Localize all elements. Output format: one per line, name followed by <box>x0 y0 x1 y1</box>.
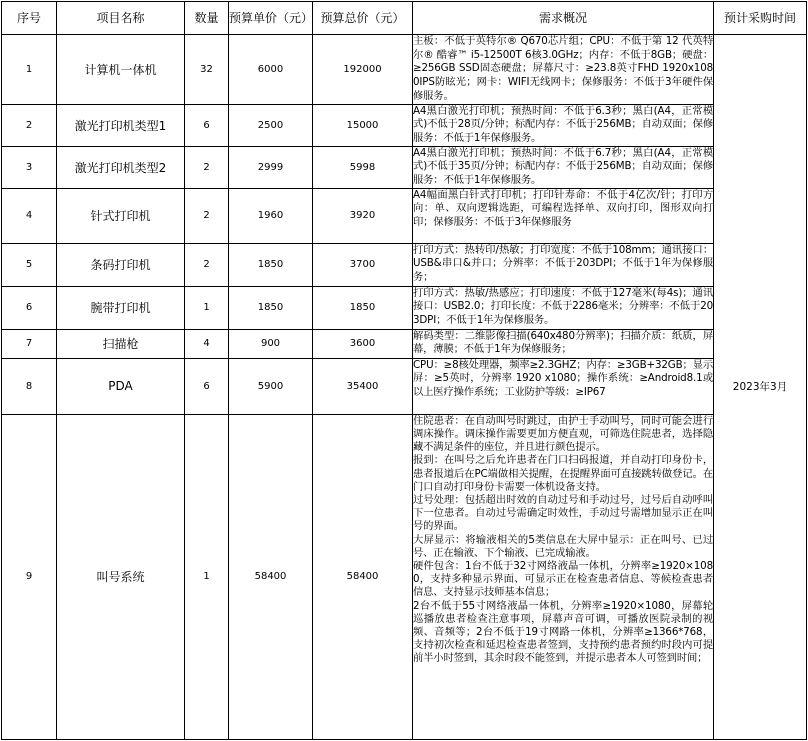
cell-unit-price: 1850 <box>229 243 313 286</box>
cell-qty: 1 <box>185 414 229 739</box>
cell-qty: 2 <box>185 146 229 188</box>
cell-seq: 8 <box>2 358 57 414</box>
cell-requirements: CPU：≥8核处理器，频率≥2.3GHZ；内存：≥3GB+32GB；显示屏：≥5英吋，分辨率 1920 x1080；操作系统：≥Android8.1或以上医疗操作系统；工业防护等级：≥IP67 <box>413 358 714 414</box>
table-row <box>2 414 807 739</box>
header-purchase-time: 预计采购时间 <box>714 2 807 35</box>
cell-requirements: 打印方式：热敏/热感应；打印速度：不低于127毫米(每4s)；通讯接口：USB2.0；打印长度：不低于2286毫米；分辨率：不低于203DPI；不低于1年为保修服务。 <box>413 286 714 329</box>
cell-total-price: 3920 <box>313 188 413 243</box>
cell-name: 叫号系统 <box>57 414 185 739</box>
cell-unit-price: 1960 <box>229 188 313 243</box>
cell-name: 计算机一体机 <box>57 35 185 105</box>
cell-unit-price: 6000 <box>229 35 313 105</box>
cell-qty: 2 <box>185 188 229 243</box>
cell-unit-price: 2500 <box>229 104 313 146</box>
cell-seq: 3 <box>2 146 57 188</box>
cell-unit-price: 5900 <box>229 358 313 414</box>
cell-name: 激光打印机类型2 <box>57 146 185 188</box>
cell-requirements: A4黑白激光打印机；预热时间：不低于6.7秒；黑白(A4，正常模式)不低于35页/分钟；标配内存：不低于256MB；自动双面；保修服务：不低于1年保修服务。 <box>413 146 714 188</box>
cell-name: 扫描枪 <box>57 329 185 358</box>
table-row <box>2 104 807 146</box>
cell-seq: 6 <box>2 286 57 329</box>
cell-unit-price: 58400 <box>229 414 313 739</box>
cell-requirements: 打印方式：热转印/热敏；打印宽度：不低于108mm；通讯接口：USB&串口&并口；分辨率：不低于203DPI；不低于1年为保修服务； <box>413 243 714 286</box>
cell-total-price: 35400 <box>313 358 413 414</box>
cell-qty: 4 <box>185 329 229 358</box>
cell-seq: 5 <box>2 243 57 286</box>
header-row <box>2 2 807 35</box>
cell-seq: 2 <box>2 104 57 146</box>
cell-name: 腕带打印机 <box>57 286 185 329</box>
table-row <box>2 329 807 358</box>
header-name: 项目名称 <box>57 2 185 35</box>
table-row <box>2 188 807 243</box>
cell-qty: 1 <box>185 286 229 329</box>
cell-requirements: A4黑白激光打印机；预热时间：不低于6.3秒；黑白(A4，正常模式)不低于28页/分钟；标配内存：不低于256MB；自动双面；保修服务：不低于1年保修服务。 <box>413 104 714 146</box>
cell-qty: 6 <box>185 358 229 414</box>
procurement-table <box>1 1 807 740</box>
cell-requirements: 主板：不低于英特尔® Q670芯片组；CPU：不低于第 12 代英特尔® 酷睿™ i5-12500T 6核3.0GHz；内存：不低于8GB；硬盘：≥256GB SSD固态硬盘；屏幕尺寸：≥23.8英寸FHD 1920x1080IPS防眩光；网卡：WIFI无线网卡；保修服务：不低于3年硬件保修服务。 <box>413 35 714 105</box>
cell-seq: 7 <box>2 329 57 358</box>
cell-total-price: 3600 <box>313 329 413 358</box>
cell-unit-price: 2999 <box>229 146 313 188</box>
table-row <box>2 358 807 414</box>
table-row <box>2 146 807 188</box>
header-total-price: 预算总价（元） <box>313 2 413 35</box>
cell-name: 激光打印机类型1 <box>57 104 185 146</box>
header-unit-price: 预算单价（元） <box>229 2 313 35</box>
cell-seq: 9 <box>2 414 57 739</box>
cell-total-price: 58400 <box>313 414 413 739</box>
cell-requirements: A4幅面黑白针式打印机；打印针寿命：不低于4亿次/针；打印方向：单、双向逻辑选距，可编程选择单、双向打印，图形双向打印；保修服务：不低于3年保修服务 <box>413 188 714 243</box>
cell-qty: 2 <box>185 243 229 286</box>
header-seq: 序号 <box>2 2 57 35</box>
cell-name: 针式打印机 <box>57 188 185 243</box>
cell-total-price: 5998 <box>313 146 413 188</box>
table-row <box>2 286 807 329</box>
cell-qty: 6 <box>185 104 229 146</box>
cell-seq: 4 <box>2 188 57 243</box>
cell-name: 条码打印机 <box>57 243 185 286</box>
cell-seq: 1 <box>2 35 57 105</box>
cell-requirements: 解码类型：二维影像扫描(640x480分辨率)；扫描介质：纸质，屏幕，薄膜；不低于1年为保修服务； <box>413 329 714 358</box>
cell-unit-price: 900 <box>229 329 313 358</box>
header-qty: 数量 <box>185 2 229 35</box>
header-requirements: 需求概况 <box>413 2 714 35</box>
cell-total-price: 3700 <box>313 243 413 286</box>
table-row <box>2 35 807 105</box>
cell-name: PDA <box>57 358 185 414</box>
cell-total-price: 15000 <box>313 104 413 146</box>
table-row <box>2 243 807 286</box>
cell-purchase-time: 2023年3月 <box>714 35 807 740</box>
cell-qty: 32 <box>185 35 229 105</box>
cell-total-price: 192000 <box>313 35 413 105</box>
cell-total-price: 1850 <box>313 286 413 329</box>
cell-unit-price: 1850 <box>229 286 313 329</box>
cell-requirements: 住院患者：在自动叫号时跳过，由护士手动叫号，同时可能会进行调床操作。调床操作需要更加方便直观，可筛选住院患者，选择隐藏不满足条件的座位，并且进行颜色提示。 报到：在叫号之后允许患者在门口扫码报道，并自动打印身份卡，患者报道后在PC端做相关提醒，在提醒界面可直接跳转做登记。在门口自动打印身份卡需要一体机设备支持。 过号处理：包括超出时效的自动过号和手动过号，过号后自动呼叫下一位患者。自动过号需确定时效性，手动过号需增加显示正在叫号的界面。 大屏显示：将输液相关的5类信息在大屏中显示：正在叫号、已过号、正在输液、下个输液、已完成输液。 硬件包含：1台不低于32寸网络液晶一体机，分辨率≥1920×1080，支持多种显示界面、可显示正在检查患者信息、等候检查患者信息、支持显示技师基本信息； 2台不低于55寸网络液晶一体机，分辨率≥1920×1080，屏幕轮巡播放患者检查注意事项，屏幕声音可调，可播放医院录制的视频、音频等；2台不低于19寸网路一体机，分辨率≥1366*768，支持初次检查和延迟检查患者签到，支持预约患者预约时段内可提前半小时签到，其余时段不能签到，并提示患者本人可签到时间； <box>413 414 714 739</box>
